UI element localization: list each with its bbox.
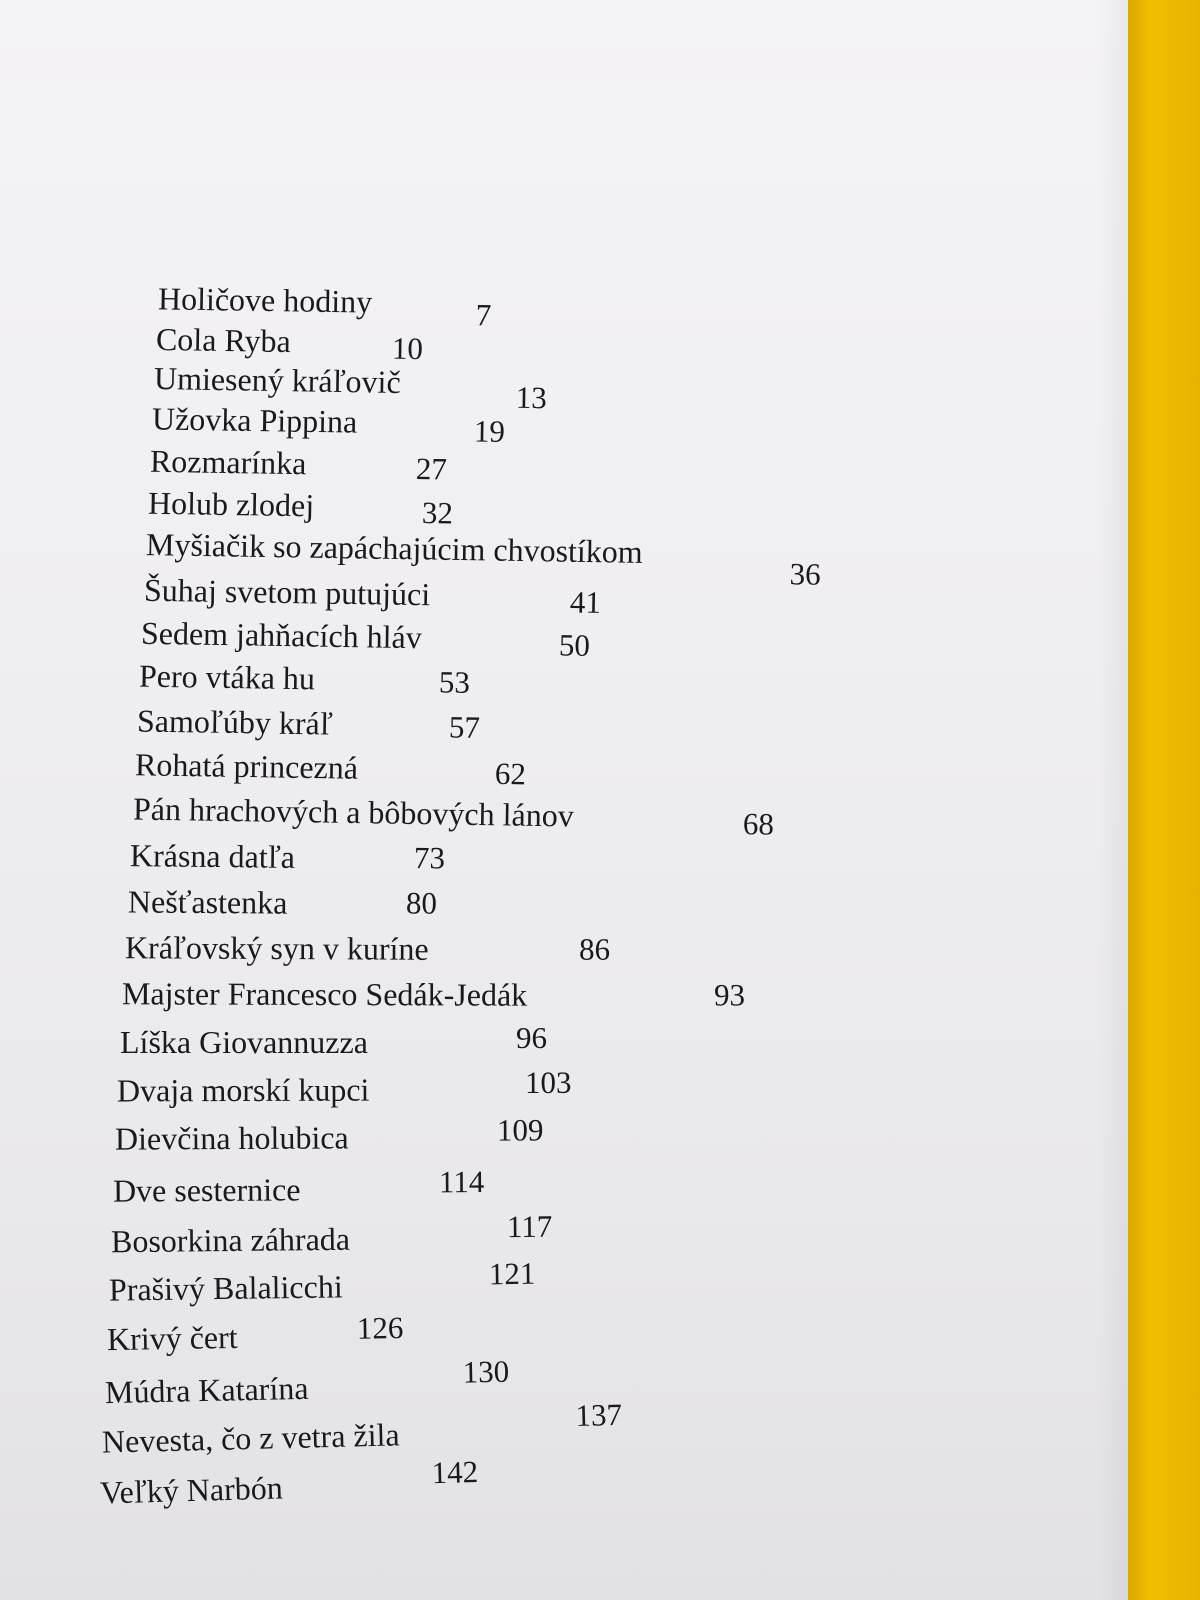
toc-entry-page: 117 <box>506 1208 553 1245</box>
toc-entry <box>134 746 527 792</box>
toc-entry-page: 121 <box>488 1255 536 1292</box>
toc-entry-title: Rohatá princezná <box>134 746 359 786</box>
toc-entry <box>101 1396 623 1460</box>
toc-entry-page: 36 <box>789 556 821 592</box>
toc-entry-page: 130 <box>462 1353 510 1390</box>
toc-entry <box>153 360 548 416</box>
toc-entry-page: 57 <box>448 709 481 745</box>
toc-entry-page: 50 <box>558 627 591 663</box>
toc-entry <box>114 1112 544 1157</box>
toc-entry <box>155 320 424 367</box>
toc-entry-title: Samoľúby kráľ <box>136 702 334 742</box>
toc-entry <box>132 790 775 842</box>
toc-entry-title: Užovka Pippina <box>151 400 358 440</box>
toc-entry-page: 96 <box>516 1020 547 1055</box>
toc-entry-title: Pero vtáka hu <box>138 657 316 697</box>
toc-entry <box>108 1255 536 1308</box>
toc-entry <box>124 929 611 968</box>
toc-entry-title: Sedem jahňacích hláv <box>140 614 423 656</box>
toc-entry <box>127 883 438 921</box>
toc-entry-page: 137 <box>575 1396 623 1434</box>
toc-entry <box>151 400 506 449</box>
toc-entry-title: Umiesený kráľovič <box>153 360 401 400</box>
toc-entry <box>116 1064 572 1110</box>
toc-entry-page: 86 <box>578 931 611 967</box>
toc-entry-title: Dvaja morskí kupci <box>116 1071 370 1109</box>
toc-entry <box>138 657 471 700</box>
toc-entry <box>149 442 448 487</box>
toc-entry-title: Krivý čert <box>106 1318 238 1358</box>
toc-entry-title: Pán hrachových a bôbových lánov <box>132 790 575 834</box>
toc-entry-title: Líška Giovannuzza <box>120 1024 368 1060</box>
toc-entry-title: Krásna datľa <box>129 837 296 875</box>
toc-entry-title: Kráľovský syn v kuríne <box>124 929 429 967</box>
toc-entry-page: 13 <box>515 379 548 416</box>
toc-entry <box>106 1309 404 1358</box>
toc-entry-title: Dievčina holubica <box>114 1119 349 1157</box>
toc-entry-title: Dve sesternice <box>112 1171 301 1209</box>
toc-entry-title: Holub zlodej <box>147 484 315 524</box>
toc-entry <box>157 280 492 333</box>
toc-entry-page: 109 <box>496 1112 544 1148</box>
toc-entry-page: 41 <box>569 584 602 620</box>
toc-entry-title: Nevesta, čo z vetra žila <box>101 1416 400 1460</box>
toc-entry-page: 73 <box>413 840 446 876</box>
toc-entry <box>104 1353 510 1411</box>
toc-entry-title: Holičove hodiny <box>157 280 373 320</box>
toc-entry <box>112 1164 485 1209</box>
toc-entry <box>129 837 446 876</box>
toc-entry <box>140 614 591 663</box>
toc-entry <box>121 975 746 1013</box>
toc-entry-page: 126 <box>356 1309 404 1346</box>
toc-entry-page: 80 <box>405 885 438 921</box>
toc-entry-title: Rozmarínka <box>149 442 307 482</box>
toc-entry-title: Šuhaj svetom putujúci <box>143 571 431 613</box>
toc-entry-page: 93 <box>713 977 746 1013</box>
toc-entry-title: Veľký Narbón <box>99 1469 284 1511</box>
toc-entry-page: 114 <box>438 1164 485 1200</box>
toc-entry <box>136 702 481 745</box>
toc-entry-page: 68 <box>742 806 775 842</box>
toc-entry-page: 10 <box>391 330 424 367</box>
toc-entry-title: Cola Ryba <box>155 320 291 360</box>
toc-entry-title: Múdra Katarína <box>104 1369 309 1411</box>
toc-entry-page: 7 <box>475 297 492 333</box>
toc-entry-title: Majster Francesco Sedák-Jedák <box>121 975 528 1013</box>
toc-entry-title: Nešťastenka <box>127 883 288 921</box>
toc-entry-page: 27 <box>415 450 448 487</box>
toc-entry-page: 53 <box>438 664 471 700</box>
toc-entry-page: 62 <box>494 755 527 792</box>
toc-entry-page: 32 <box>421 495 454 531</box>
toc-entry <box>147 484 454 531</box>
toc-entry <box>110 1208 553 1261</box>
book-cover-edge <box>1128 0 1200 1600</box>
toc-entry-title: Bosorkina záhrada <box>110 1220 351 1260</box>
toc-entry <box>99 1453 479 1511</box>
toc-entry-page: 19 <box>473 413 506 449</box>
toc-entry <box>120 1020 547 1061</box>
toc-entry-title: Prašivý Balalicchi <box>108 1268 343 1308</box>
toc-entry-title: Myšiačik so zapáchajúcim chvostíkom <box>145 526 644 570</box>
toc-entry-page: 142 <box>431 1453 479 1491</box>
toc-entry <box>143 571 602 620</box>
toc-entry-page: 103 <box>524 1064 572 1101</box>
toc-entry <box>145 526 821 592</box>
